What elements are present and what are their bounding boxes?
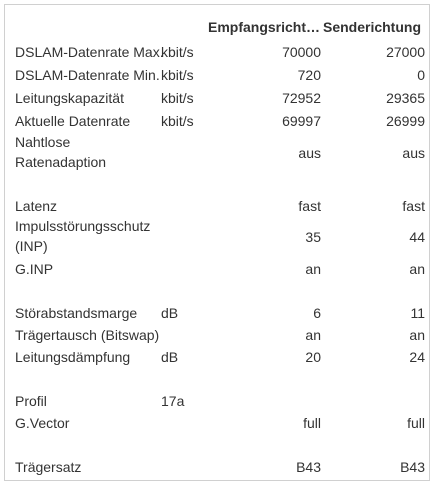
row-label: DSLAM-Datenrate Min. [15,67,160,83]
row-label: G.INP [15,261,54,277]
row-unit: kbit/s [161,90,194,106]
row-attenuation [15,347,425,367]
row-unit: 17a [161,393,185,409]
row-label: Impulsstörungsschutz (INP) [15,218,151,254]
row-label: Trägersatz [15,459,82,475]
row-carrier-set [15,457,425,477]
value-downstream: 72952 [282,90,321,106]
row-line-capacity [15,88,425,108]
row-label: Störabstandsmarge [15,305,138,321]
row-unit: kbit/s [161,44,194,60]
row-latency [15,196,425,216]
value-upstream: 27000 [386,44,425,60]
row-gvector [15,413,425,433]
row-profile [15,391,425,411]
row-label: G.Vector [15,415,70,431]
header-downstream: Empfangsricht… [208,19,321,35]
value-downstream: 70000 [282,44,321,60]
row-label: Leitungsdämpfung [15,349,131,365]
row-label: Trägertausch (Bitswap) [15,327,160,343]
value-upstream: 24 [409,349,425,365]
row-unit: kbit/s [161,67,194,83]
header-upstream: Senderichtung [322,19,421,35]
value-upstream: fast [402,198,425,214]
value-upstream: 26999 [386,113,425,129]
row-unit: dB [161,305,179,321]
value-downstream: B43 [296,459,321,475]
row-dslam-min [15,65,425,85]
row-label: Aktuelle Datenrate [15,113,131,129]
value-upstream: full [407,415,425,431]
value-downstream: full [303,415,321,431]
value-downstream: 20 [305,349,321,365]
row-label: Leitungskapazität [15,90,124,106]
value-downstream: an [305,261,321,277]
value-upstream: 44 [409,229,425,245]
value-downstream: aus [298,145,321,161]
value-downstream: fast [298,198,321,214]
value-upstream: an [409,261,425,277]
row-label: DSLAM-Datenrate Max. [15,44,164,60]
value-downstream: 35 [305,229,321,245]
value-upstream: B43 [400,459,425,475]
value-downstream: 6 [313,305,321,321]
row-unit: dB [161,349,179,365]
value-upstream: an [409,327,425,343]
row-label: Latenz [15,198,58,214]
value-upstream: 29365 [386,90,425,106]
row-unit: kbit/s [161,113,194,129]
row-inp [15,216,425,256]
row-snr-margin [15,303,425,323]
row-current-rate [15,111,425,131]
value-downstream: 69997 [282,113,321,129]
row-label: Profil [15,393,47,409]
dsl-info-table [4,4,430,481]
row-dslam-max [15,42,425,62]
row-label: Nahtlose Ratenadaption [15,134,107,170]
row-bitswap [15,325,425,345]
row-seamless-rate-adaption [15,132,425,172]
value-upstream: aus [402,145,425,161]
value-upstream: 11 [410,305,425,321]
value-downstream: an [305,327,321,343]
value-upstream: 0 [417,67,425,83]
value-downstream: 720 [297,67,321,83]
row-ginp [15,259,425,279]
